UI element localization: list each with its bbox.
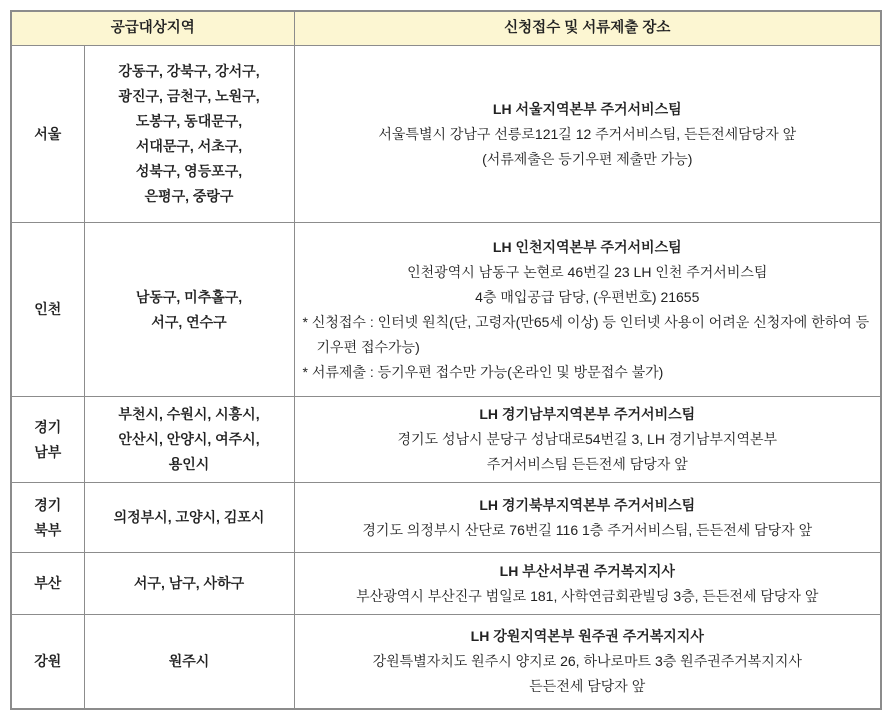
header-region: 공급대상지역 [11, 11, 294, 46]
area-line: 서구, 연수구 [151, 313, 227, 330]
region-line: 경기 [34, 418, 62, 435]
region-cell [11, 483, 84, 553]
table-row-busan [11, 553, 881, 615]
address-line: 경기도 성남시 분당구 성남대로54번길 3, LH 경기남부지역본부 [397, 431, 778, 447]
table-header-row [11, 11, 881, 46]
office-name: LH 인천지역본부 주거서비스팀 [492, 238, 682, 255]
address-line: 주거서비스팀 든든전세 담당자 앞 [486, 456, 688, 472]
region-cell: 강원 [11, 615, 84, 709]
address-line: 부산광역시 부산진구 범일로 181, 사학연금회관빌딩 3층, 든든전세 담당자 앞 [356, 587, 819, 604]
area-line: 원주시 [168, 652, 210, 669]
address-line: 4층 매입공급 담당, (우편번호) 21655 [475, 288, 700, 305]
place-cell [294, 483, 881, 553]
area-line: 용인시 [168, 456, 210, 472]
region-cell: 부산 [11, 553, 84, 615]
region-line: 북부 [34, 521, 62, 538]
area-line: 의정부시, 고양시, 김포시 [113, 509, 265, 525]
areas-cell [84, 553, 294, 615]
area-line: 성북구, 영등포구, [135, 163, 243, 179]
note-documents: * 서류제출 : 등기우편 접수만 가능(온라인 및 방문접수 불가) [302, 363, 664, 380]
address-line: (서류제출은 등기우편 제출만 가능) [482, 150, 693, 167]
address-line: 강원특별자치도 원주시 양지로 26, 하나로마트 3층 원주권주거복지지사 [372, 652, 802, 669]
place-cell [294, 615, 881, 709]
region-cell [11, 397, 84, 483]
address-line: 인천광역시 남동구 논현로 46번길 23 LH 인천 주거서비스팀 [407, 263, 768, 280]
address-line: 든든전세 담당자 앞 [529, 677, 646, 694]
office-name: LH 강원지역본부 원주권 주거복지지사 [470, 627, 704, 644]
table-row-gyeonggi-north [11, 483, 881, 553]
area-line: 서구, 남구, 사하구 [133, 575, 245, 591]
table-row-incheon [11, 223, 881, 397]
office-name: LH 서울지역본부 주거서비스팀 [492, 100, 682, 117]
place-cell [294, 46, 881, 223]
areas-cell [84, 615, 294, 709]
address-line: 서울특별시 강남구 선릉로121길 12 주거서비스팀, 든든전세담당자 앞 [378, 125, 797, 142]
area-line: 광진구, 금천구, 노원구, [118, 88, 260, 104]
region-line: 경기 [34, 496, 62, 513]
address-line: 경기도 의정부시 산단로 76번길 116 1층 주거서비스팀, 든든전세 담당자 앞 [362, 521, 813, 538]
place-cell [294, 397, 881, 483]
areas-cell [84, 397, 294, 483]
place-cell [294, 553, 881, 615]
office-name: LH 경기남부지역본부 주거서비스팀 [479, 406, 696, 422]
region-line: 남부 [34, 443, 62, 460]
area-line: 강동구, 강북구, 강서구, [118, 63, 260, 79]
application-location-table [10, 10, 882, 710]
table-row-gyeonggi-south [11, 397, 881, 483]
note-application: * 신청접수 : 인터넷 원칙(단, 고령자(만65세 이상) 등 인터넷 사용이 어려운 신청자에 한하여 등기우편 접수가능) [302, 313, 870, 355]
area-line: 은평구, 중랑구 [144, 188, 234, 204]
area-line: 부천시, 수원시, 시흥시, [118, 406, 260, 422]
region-cell: 인천 [11, 223, 84, 397]
table-row-seoul [11, 46, 881, 223]
office-name: LH 부산서부권 주거복지지사 [499, 562, 675, 579]
table-row-gangwon [11, 615, 881, 709]
area-line: 안산시, 안양시, 여주시, [118, 431, 260, 447]
area-line: 남동구, 미추홀구, [135, 288, 243, 305]
place-cell [294, 223, 881, 397]
header-place: 신청접수 및 서류제출 장소 [294, 11, 881, 46]
areas-cell [84, 483, 294, 553]
area-line: 도봉구, 동대문구, [135, 113, 243, 129]
office-name: LH 경기북부지역본부 주거서비스팀 [479, 496, 696, 513]
areas-cell [84, 223, 294, 397]
region-cell: 서울 [11, 46, 84, 223]
area-line: 서대문구, 서초구, [135, 138, 243, 154]
areas-cell [84, 46, 294, 223]
